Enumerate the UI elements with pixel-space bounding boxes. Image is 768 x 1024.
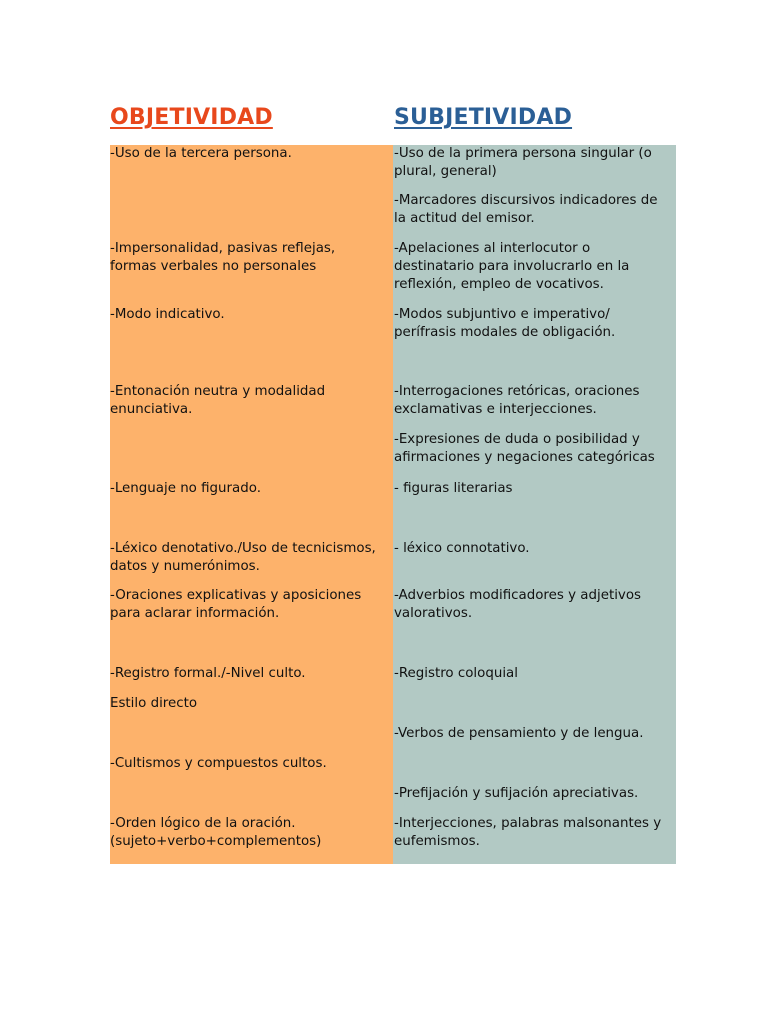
subjetividad-item: -Registro coloquial	[394, 666, 518, 681]
subjetividad-item: - figuras literarias	[394, 481, 513, 496]
subjetividad-item: -Modos subjuntivo e imperativo/ perífrasis modales de obligación.	[394, 307, 616, 340]
subjetividad-item: -Apelaciones al interlocutor o destinatario para involucrarlo en la reflexión, empleo de vocativos.	[394, 241, 630, 292]
objetividad-item: -Oraciones explicativas y aposiciones para aclarar información.	[110, 588, 362, 621]
subjetividad-item: -Uso de la primera persona singular (o plural, general)	[394, 146, 652, 179]
subjetividad-item: - léxico connotativo.	[394, 541, 530, 556]
subjetividad-item: -Adverbios modificadores y adjetivos valorativos.	[394, 588, 642, 621]
subjetividad-item: -Interjecciones, palabras malsonantes y eufemismos.	[394, 816, 662, 849]
objetividad-heading: OBJETIVIDAD	[110, 105, 273, 130]
objetividad-item: -Lenguaje no figurado.	[110, 481, 261, 496]
objetividad-item: -Léxico denotativo./Uso de tecnicismos, datos y numerónimos.	[110, 541, 376, 574]
objetividad-item: -Orden lógico de la oración. (sujeto+verbo+complementos)	[110, 816, 322, 849]
subjetividad-item: -Verbos de pensamiento y de lengua.	[394, 726, 644, 741]
subjetividad-item: -Expresiones de duda o posibilidad y afirmaciones y negaciones categóricas	[394, 432, 655, 465]
objetividad-item: -Uso de la tercera persona.	[110, 146, 292, 161]
objetividad-item: -Entonación neutra y modalidad enunciativa.	[110, 384, 326, 417]
objetividad-item: -Registro formal./-Nivel culto.	[110, 666, 306, 681]
objetividad-item: -Modo indicativo.	[110, 307, 225, 322]
subjetividad-heading: SUBJETIVIDAD	[394, 105, 573, 130]
subjetividad-item: -Marcadores discursivos indicadores de la actitud del emisor.	[394, 193, 658, 226]
subjetividad-item: -Interrogaciones retóricas, oraciones exclamativas e interjecciones.	[394, 384, 640, 417]
subjetividad-column	[393, 145, 676, 864]
objetividad-item: -Cultismos y compuestos cultos.	[110, 756, 327, 771]
objetividad-item: Estilo directo	[110, 696, 198, 711]
subjetividad-item: -Prefijación y sufijación apreciativas.	[394, 786, 639, 801]
objetividad-item: -Impersonalidad, pasivas reflejas, formas verbales no personales	[110, 241, 336, 274]
objetividad-column	[110, 145, 393, 864]
